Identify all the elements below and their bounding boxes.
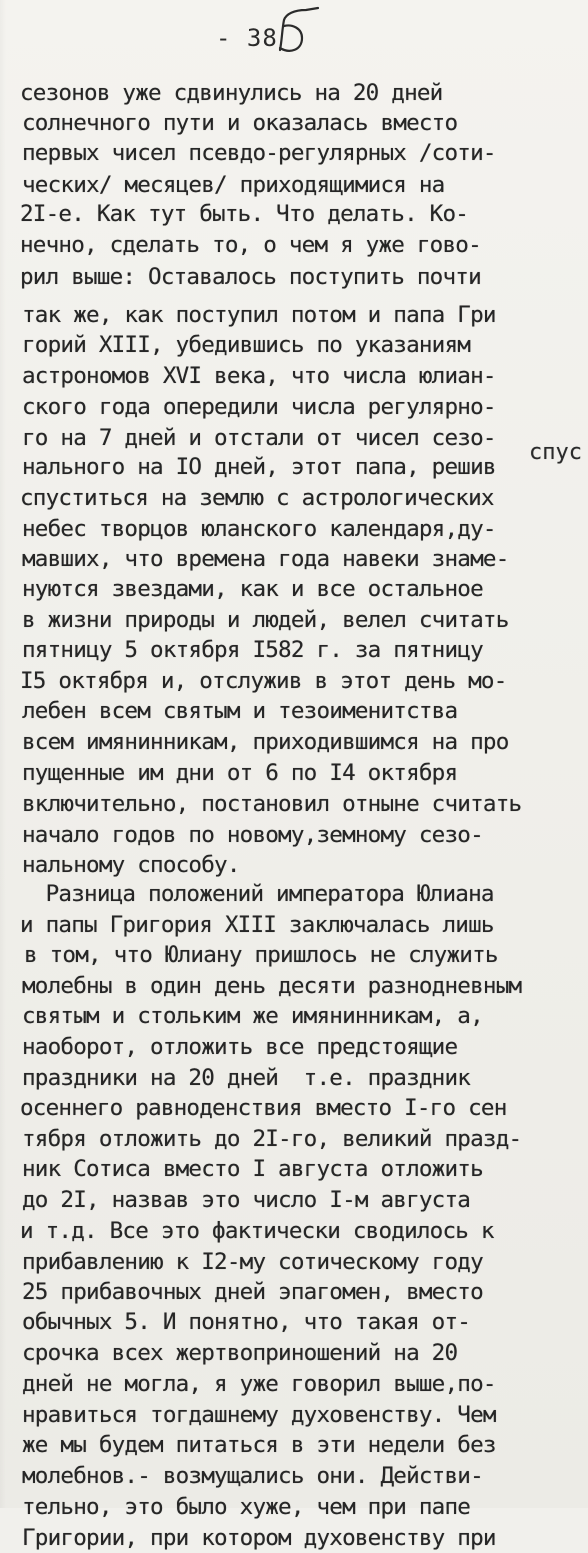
text-line: молебнов.- возмущались они. Действи- [22,1463,483,1489]
text-line: нальному способу. [22,852,240,878]
text-line: 2I-е. Как тут быть. Что делать. Ко- [20,201,469,227]
text-line: в том, что Юлиану пришлось не служить [24,942,498,968]
text-line: го на 7 дней и отстали от чисел сезо- [22,425,496,451]
text-line: до 2I, назвав это число I-м августа [22,1187,471,1213]
text-line: рил выше: Оставалось поступить почти [20,264,481,290]
text-line: обычных 5. И понятно, что такая от- [22,1309,471,1335]
text-line: небес творцов юланского календаря,ду- [22,516,496,542]
text-line: тельно, это было хуже, чем при папе [22,1494,471,1520]
text-line: сезонов уже сдвинулись на 20 дней [20,80,443,106]
text-line: в жизни природы и людей, велел считать [22,607,509,633]
text-line: Разница положений императора Юлиана [20,881,494,907]
handwritten-page-mark [272,6,324,62]
text-line: нуются звездами, как и все остальное [22,576,483,602]
text-line: и т.д. Все это фактически сводилось к [20,1218,494,1244]
text-line: солнечного пути и оказалась вместо [22,110,458,136]
text-line: горий XIII, убедившись по указаниям [22,332,471,358]
text-line: Григории, при котором духовенству при [22,1525,496,1551]
text-line: ник Сотиса вместо I августа отложить [22,1156,483,1182]
text-line: ческих/ месяцев/ приходящимися на [22,172,445,198]
text-line: первых чисел псевдо-регулярных /соти- [22,140,496,166]
text-line: молебны в один день десяти разнодневным [22,973,522,999]
text-line: же мы будем питаться в эти недели без [22,1432,496,1458]
text-line: срочка всех жертвоприношений на 20 [22,1340,458,1366]
margin-note: спус [529,440,582,465]
text-line: дней не могла, я уже говорил выше,по- [22,1371,496,1397]
text-line: пятницу 5 октября I582 г. за пятницу [22,637,483,663]
text-line: ского года опередили числа регулярно- [22,394,496,420]
text-line: прибавлению к I2-му сотическому году [22,1249,483,1275]
text-line: включительно, постановил отныне считать [22,791,522,817]
text-line: праздники на 20 дней т.е. праздник [22,1065,471,1091]
text-line: мавших, что времена года навеки знаме- [22,546,509,572]
text-line: так же, как поступил потом и папа Гри [22,302,496,328]
text-line: лебен всем святым и тезоименитства [22,698,458,724]
text-line: нечно, сделать то, о чем я уже гово- [20,232,481,258]
text-line: 25 прибавочных дней эпагомен, вместо [22,1279,483,1305]
text-line: осеннего равноденствия вместо I-го сен [20,1095,507,1121]
text-line: I5 октября и, отслужив в этот день мо- [20,668,507,694]
text-line: начало годов по новому,земному сезо- [22,822,483,848]
page-number: - 38 [216,24,278,52]
text-line: нального на IO дней, этот папа, решив [22,454,496,480]
text-line: всем имянинникам, приходившимся на про [22,729,509,755]
text-line: тября отложить до 2I-го, великий празд- [22,1126,522,1152]
text-line: и папы Григория XIII заключалась лишь [20,912,494,938]
text-line: астрономов XVI века, что числа юлиан- [22,363,496,389]
text-line: нравиться тогдашнему духовенству. Чем [22,1402,496,1428]
text-line: пущенные им дни от 6 по I4 октября [22,760,458,786]
text-line: наоборот, отложить все предстоящие [22,1034,458,1060]
text-line: спуститься на землю с астрологических [20,485,494,511]
text-line: святым и стольким же имянинникам, а, [22,1003,483,1029]
